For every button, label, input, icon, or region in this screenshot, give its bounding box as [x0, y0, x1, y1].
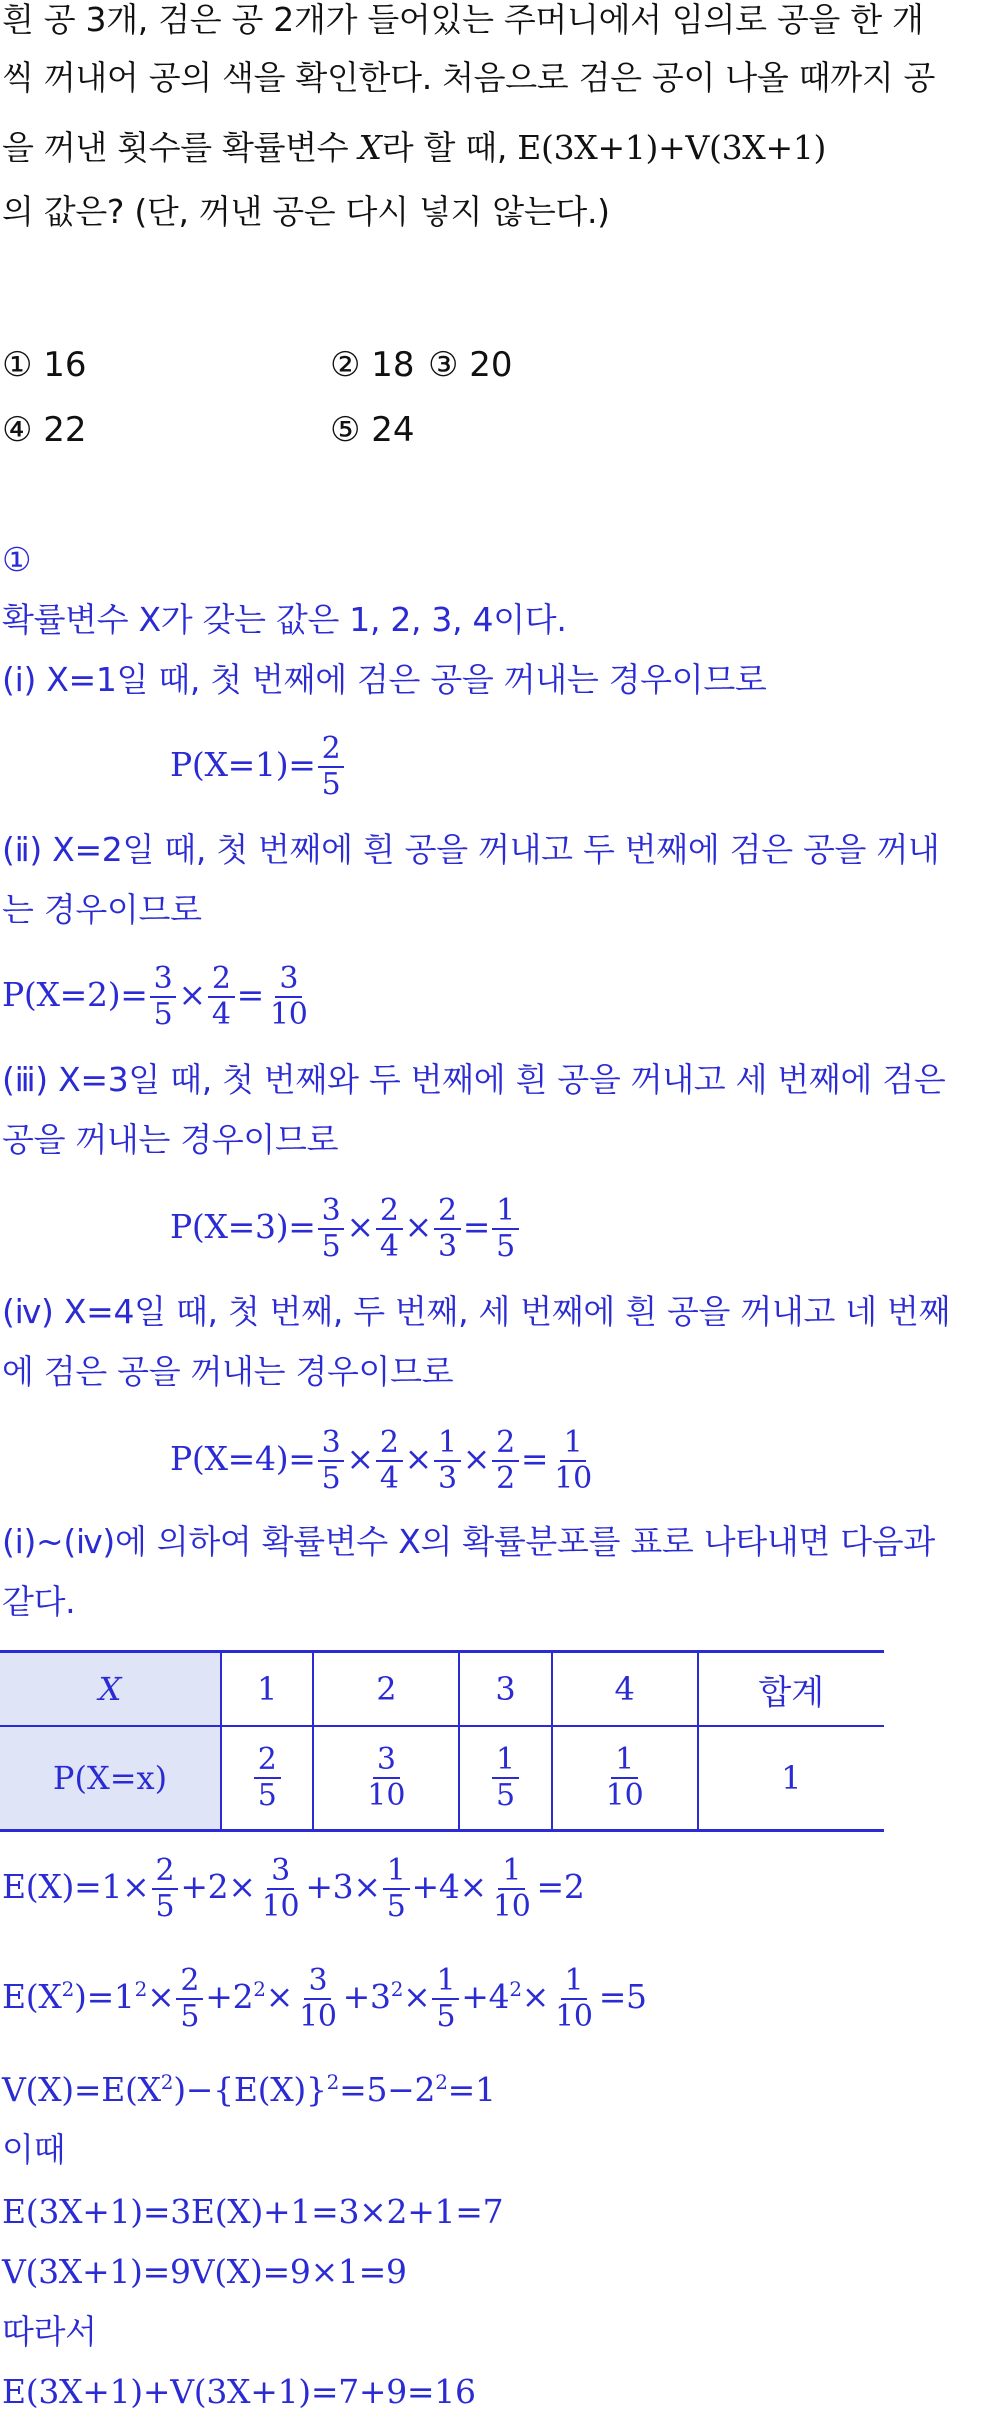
numerator: 2 [152, 1854, 179, 1890]
numerator: 1 [611, 1743, 638, 1779]
denominator: 10 [269, 996, 308, 1032]
denominator: 5 [495, 1778, 516, 1813]
numerator: 2 [318, 732, 345, 768]
text: 라 할 때, [381, 128, 518, 167]
term: =5 [598, 1977, 647, 2016]
denominator: 10 [605, 1778, 644, 1813]
table-row [0, 1726, 884, 1831]
numerator: 2 [434, 1194, 461, 1230]
numerator: 3 [318, 1426, 345, 1462]
term: +4 [461, 1977, 510, 2016]
problem-line: 의 값은? (단, 꺼낸 공은 다시 넣지 않는다.) [2, 192, 610, 231]
denominator: 4 [211, 996, 231, 1032]
exponent: 2 [61, 1977, 74, 2001]
solution-line: (ⅳ) X=4일 때, 첫 번째, 두 번째, 세 번째에 흰 공을 꺼내고 네 번째 [2, 1292, 951, 1331]
numerator: 2 [208, 962, 235, 998]
denominator: 10 [299, 1999, 337, 2034]
eq-lhs: P(X=2)= [2, 975, 148, 1014]
denominator: 3 [437, 1228, 457, 1264]
exponent: 2 [134, 1977, 148, 2001]
denominator: 5 [496, 1228, 515, 1264]
exponent: 2 [160, 2070, 174, 2094]
choice-1[interactable]: ① 16 [2, 345, 87, 385]
exponent: 2 [435, 2070, 448, 2094]
fraction [376, 1426, 403, 1496]
table-cell [313, 1726, 459, 1831]
table-cell [459, 1726, 551, 1831]
exponent: 2 [509, 1977, 522, 2001]
problem-line [2, 128, 826, 168]
numerator: 3 [267, 1854, 294, 1890]
fraction [318, 732, 345, 802]
answer-mark: ① [2, 540, 32, 579]
denominator: 5 [436, 1999, 456, 2034]
denominator: 10 [261, 1889, 300, 1924]
term: E(X [2, 1977, 62, 2016]
solution-line: 공을 꺼내는 경우이므로 [2, 1120, 339, 1159]
equation: V(3X+1)=9V(X)=9×1=9 [2, 2252, 407, 2291]
numerator: 1 [492, 1743, 519, 1779]
term: =5−2 [339, 2070, 436, 2109]
table-header-cell: 4 [552, 1652, 698, 1727]
denominator: 5 [155, 1889, 175, 1924]
denominator: 5 [321, 766, 341, 802]
equation: $E(X^2)=1^2\times$ $\frac{2}{5}$ $+2^2\times$ $\frac{3}{10}$ $+3^2\times$ $\frac{1}{5}$ $+4^2\times$ $\frac{1}{10}$ =5 [2, 1963, 647, 2034]
term: V(X)=E(X [2, 2070, 161, 2109]
equation: E(3X+1)=3E(X)+1=3×2+1=7 [2, 2192, 504, 2231]
choice-2[interactable]: ② 18 [330, 345, 415, 385]
term: 1× [101, 1867, 150, 1906]
solution-line: 확률변수 X가 갖는 값은 1, 2, 3, 4이다. [2, 600, 567, 639]
denominator: 5 [257, 1778, 277, 1813]
fraction [434, 1426, 461, 1496]
eq-lhs: P(X=3)= [170, 1207, 316, 1246]
final-equation: E(3X+1)+V(3X+1)=7+9=16 [2, 2372, 476, 2411]
choice-3[interactable]: ③ 20 [428, 345, 513, 385]
solution-line: 같다. [2, 1582, 76, 1621]
eq-lhs: E(X)= [2, 1867, 102, 1906]
variable: X [358, 128, 382, 167]
fraction [266, 962, 312, 1032]
table-cell [221, 1726, 313, 1831]
choice-5[interactable]: ⑤ 24 [330, 410, 415, 450]
solution-line: (ⅰ)~(ⅳ)에 의하여 확률변수 X의 확률분포를 표로 나타내면 다음과 [2, 1522, 935, 1561]
numerator: 2 [176, 1964, 203, 2000]
denominator: 2 [496, 1460, 515, 1496]
denominator: 5 [153, 996, 173, 1032]
table-row [0, 1652, 884, 1727]
fraction [434, 1194, 461, 1264]
numerator: 2 [376, 1194, 403, 1230]
choice-4[interactable]: ④ 22 [2, 410, 87, 450]
denominator: 5 [386, 1889, 406, 1924]
fraction [376, 1194, 403, 1264]
denominator: 10 [554, 1460, 592, 1496]
term: +2× [180, 1867, 256, 1906]
solution-line: (ⅰ) X=1일 때, 첫 번째에 검은 공을 꺼내는 경우이므로 [2, 660, 767, 699]
solution-line: 따라서 [2, 2312, 97, 2351]
table-cell [552, 1726, 698, 1831]
denominator: 10 [367, 1778, 406, 1813]
term: =1 [447, 2070, 496, 2109]
numerator: 1 [560, 1426, 587, 1462]
solution-line: (ⅲ) X=3일 때, 첫 번째와 두 번째에 흰 공을 꺼내고 세 번째에 검은 [2, 1060, 946, 1099]
term: +2 [205, 1977, 254, 2016]
term: +3 [342, 1977, 391, 2016]
table-cell: P(X=x) [0, 1726, 221, 1831]
numerator: 2 [492, 1426, 519, 1462]
numerator: 1 [498, 1854, 525, 1890]
table-cell: 1 [698, 1726, 884, 1831]
numerator: 1 [432, 1964, 459, 2000]
numerator: 2 [376, 1426, 403, 1462]
fraction [318, 1194, 345, 1264]
equation: P(X=4)= $\frac{3}{5}$ × $\frac{2}{4}$ × $\frac{1}{3}$ × $\frac{2}{2}$ = $\frac{1}{10}$ [170, 1414, 598, 1504]
denominator: 5 [321, 1228, 341, 1264]
equation: P(X=3)= $\frac{3}{5}$ × $\frac{2}{4}$ × $\frac{2}{3}$ = $\frac{1}{5}$ [170, 1182, 521, 1272]
fraction [150, 962, 177, 1032]
denominator: 10 [555, 1999, 593, 2034]
exponent: 2 [326, 2070, 340, 2094]
probability-table [0, 1650, 884, 1832]
denominator: 4 [379, 1460, 399, 1496]
exponent: 2 [390, 1977, 404, 2001]
denominator: 10 [492, 1889, 531, 1924]
numerator: 1 [492, 1194, 519, 1230]
term: +4× [411, 1867, 487, 1906]
numerator: 2 [254, 1743, 281, 1779]
numerator: 3 [304, 1964, 331, 2000]
denominator: 5 [321, 1460, 341, 1496]
equation [2, 2070, 496, 2110]
solution-line: 는 경우이므로 [2, 890, 202, 929]
term: )−{E(X)} [173, 2070, 327, 2109]
text: 을 꺼낸 횟수를 확률변수 [2, 128, 359, 167]
fraction [318, 1426, 345, 1496]
numerator: 1 [561, 1964, 588, 2000]
expression: E(3X+1)+V(3X+1) [517, 128, 827, 167]
solution-line: (ⅱ) X=2일 때, 첫 번째에 흰 공을 꺼내고 두 번째에 검은 공을 꺼내 [2, 830, 940, 869]
term: =2 [536, 1867, 585, 1906]
denominator: 5 [180, 1999, 200, 2034]
table-header-cell: 1 [221, 1652, 313, 1727]
solution-line: 에 검은 공을 꺼내는 경우이므로 [2, 1352, 454, 1391]
table-header-cell: 2 [313, 1652, 459, 1727]
fraction [208, 962, 235, 1032]
equation: P(X=2)= $\frac{3}{5}$ × $\frac{2}{4}$ = $\frac{3}{10}$ [2, 950, 314, 1040]
table-header-cell: 합계 [698, 1652, 884, 1727]
term: +3× [305, 1867, 381, 1906]
numerator: 3 [373, 1743, 400, 1779]
table-header-cell: 3 [459, 1652, 551, 1727]
eq-lhs: P(X=4)= [170, 1439, 316, 1478]
numerator: 3 [275, 962, 302, 998]
denominator: 3 [437, 1460, 457, 1496]
equation [170, 720, 346, 810]
cell-text: X [98, 1670, 122, 1708]
solution-line: 이때 [2, 2130, 66, 2169]
numerator: 3 [318, 1194, 345, 1230]
fraction [492, 1194, 519, 1264]
fraction [492, 1426, 519, 1496]
problem-line: 흰 공 3개, 검은 공 2개가 들어있는 주머니에서 임의로 공을 한 개 [2, 0, 924, 39]
equation [2, 1842, 585, 1932]
eq-lhs: P(X=1)= [170, 745, 316, 784]
numerator: 3 [150, 962, 177, 998]
table-header-cell [0, 1652, 221, 1727]
denominator: 4 [379, 1228, 399, 1264]
problem-line: 씩 꺼내어 공의 색을 확인한다. 처음으로 검은 공이 나올 때까지 공 [2, 58, 936, 97]
fraction [550, 1426, 596, 1496]
numerator: 1 [434, 1426, 461, 1462]
term: )=1 [74, 1977, 135, 2016]
exponent: 2 [253, 1977, 266, 2001]
numerator: 1 [383, 1854, 410, 1890]
